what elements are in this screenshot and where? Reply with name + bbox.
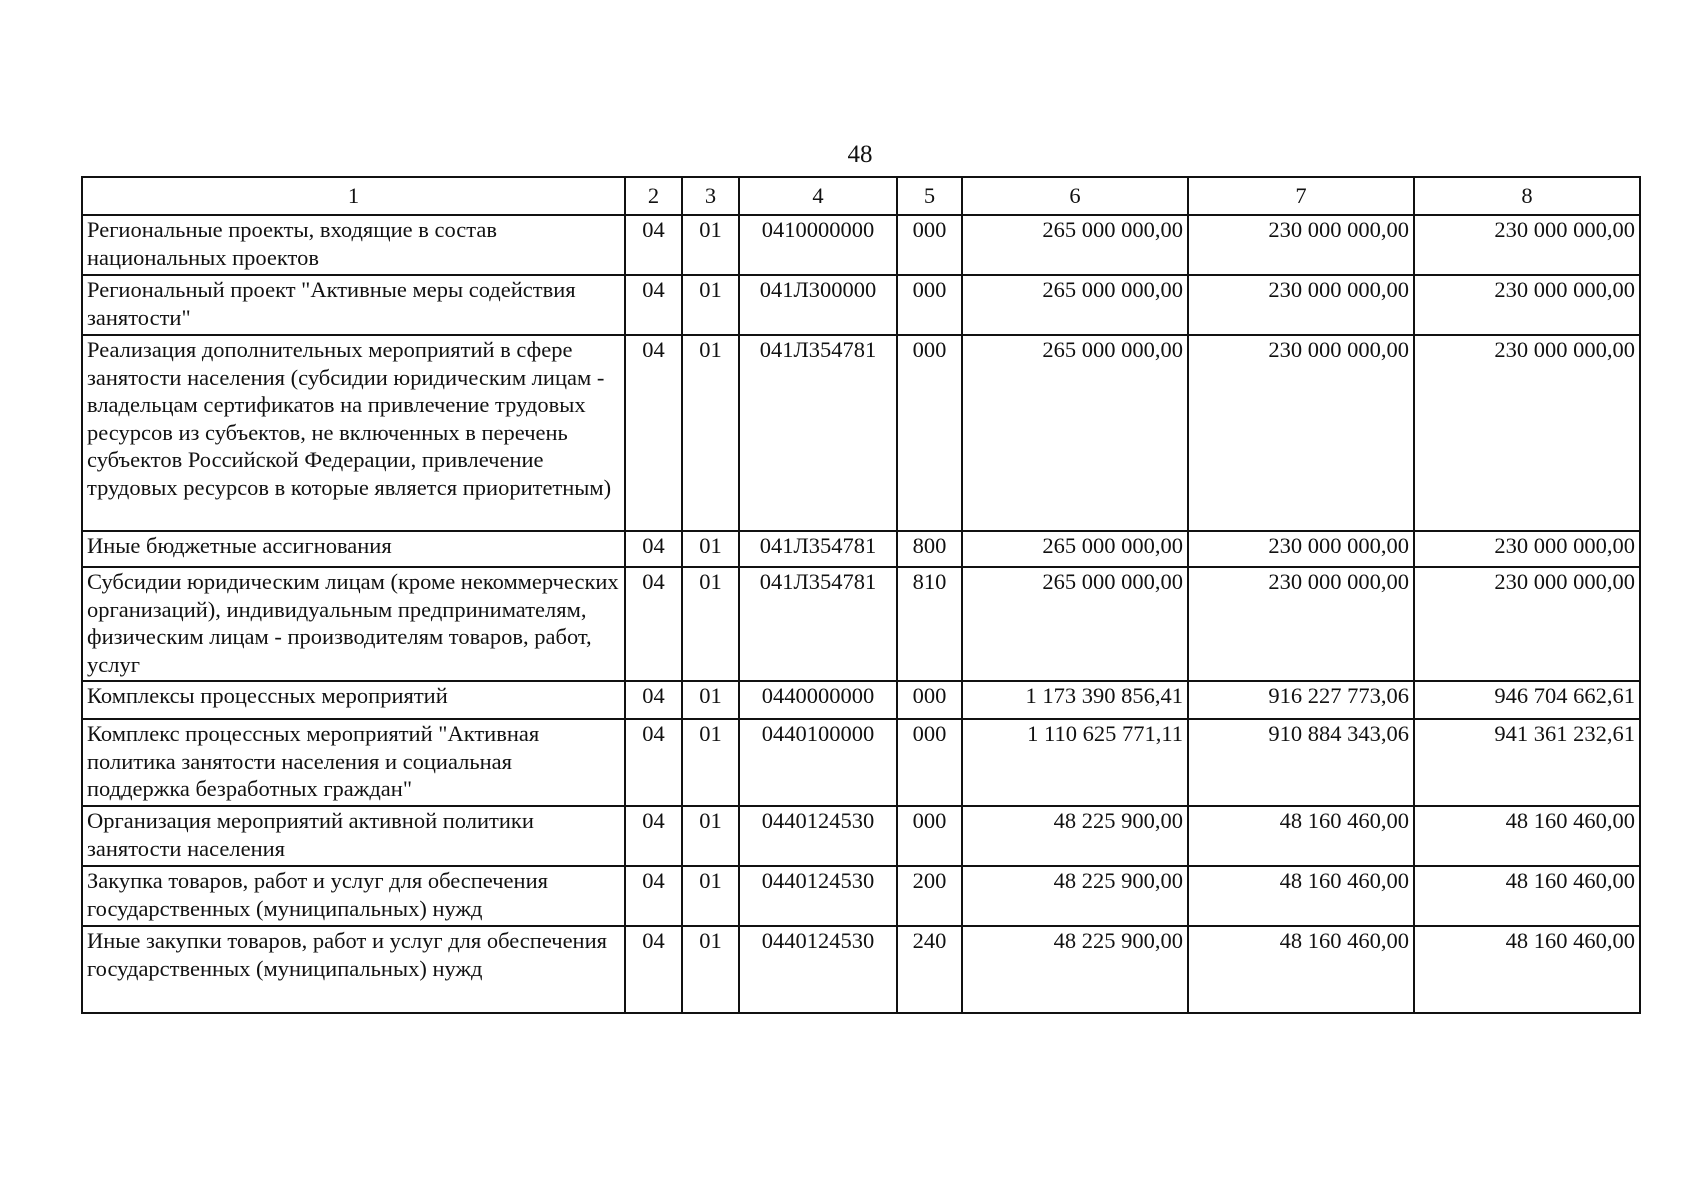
- expense-type-code: 000: [897, 335, 962, 531]
- amount-col-6: 1 173 390 856,41: [962, 681, 1188, 719]
- amount-col-6: 265 000 000,00: [962, 567, 1188, 681]
- header-row: [82, 177, 1640, 215]
- amount-col-6: 48 225 900,00: [962, 926, 1188, 1013]
- amount-col-6: 265 000 000,00: [962, 275, 1188, 335]
- table-row: [82, 531, 1640, 567]
- subsection-code: 01: [682, 866, 739, 926]
- expense-type-code: 800: [897, 531, 962, 567]
- section-code: 04: [625, 567, 682, 681]
- column-header: 8: [1414, 177, 1640, 215]
- target-article-code: 0440124530: [739, 806, 897, 866]
- subsection-code: 01: [682, 926, 739, 1013]
- amount-col-6: 48 225 900,00: [962, 866, 1188, 926]
- table-row: [82, 681, 1640, 719]
- amount-col-8: 48 160 460,00: [1414, 866, 1640, 926]
- subsection-code: 01: [682, 567, 739, 681]
- amount-col-8: 230 000 000,00: [1414, 567, 1640, 681]
- amount-col-6: 265 000 000,00: [962, 215, 1188, 275]
- amount-col-8: 230 000 000,00: [1414, 531, 1640, 567]
- subsection-code: 01: [682, 806, 739, 866]
- expense-type-code: 810: [897, 567, 962, 681]
- column-header: 3: [682, 177, 739, 215]
- amount-col-7: 48 160 460,00: [1188, 926, 1414, 1013]
- amount-col-6: 48 225 900,00: [962, 806, 1188, 866]
- table-row: [82, 275, 1640, 335]
- target-article-code: 0440000000: [739, 681, 897, 719]
- row-name: Субсидии юридическим лицам (кроме некоммерческих организаций), индивидуальным предпринимателям, физическим лицам - производителям товаров, работ, услуг: [82, 567, 625, 681]
- expense-type-code: 240: [897, 926, 962, 1013]
- amount-col-6: 265 000 000,00: [962, 531, 1188, 567]
- amount-col-8: 230 000 000,00: [1414, 215, 1640, 275]
- expense-type-code: 000: [897, 806, 962, 866]
- section-code: 04: [625, 681, 682, 719]
- expense-type-code: 000: [897, 215, 962, 275]
- amount-col-7: 230 000 000,00: [1188, 215, 1414, 275]
- amount-col-8: 48 160 460,00: [1414, 806, 1640, 866]
- target-article-code: 041Л300000: [739, 275, 897, 335]
- target-article-code: 0440124530: [739, 866, 897, 926]
- table-row: [82, 866, 1640, 926]
- amount-col-7: 916 227 773,06: [1188, 681, 1414, 719]
- table-row: [82, 567, 1640, 681]
- amount-col-7: 230 000 000,00: [1188, 335, 1414, 531]
- table-row: [82, 215, 1640, 275]
- amount-col-6: 1 110 625 771,11: [962, 719, 1188, 806]
- section-code: 04: [625, 806, 682, 866]
- target-article-code: 0440100000: [739, 719, 897, 806]
- section-code: 04: [625, 926, 682, 1013]
- amount-col-7: 48 160 460,00: [1188, 806, 1414, 866]
- subsection-code: 01: [682, 719, 739, 806]
- target-article-code: 0410000000: [739, 215, 897, 275]
- row-name: Региональный проект "Активные меры содействия занятости": [82, 275, 625, 335]
- target-article-code: 041Л354781: [739, 335, 897, 531]
- row-name: Реализация дополнительных мероприятий в сфере занятости населения (субсидии юридическим лицам - владельцам сертификатов на привлечение трудовых ресурсов из субъектов, не включенных в перечень субъектов Российской Федерации, привлечение трудовых ресурсов в которые является приоритетным): [82, 335, 625, 531]
- column-header: 4: [739, 177, 897, 215]
- budget-table: [81, 176, 1641, 1014]
- target-article-code: 0440124530: [739, 926, 897, 1013]
- amount-col-8: 946 704 662,61: [1414, 681, 1640, 719]
- row-name: Иные закупки товаров, работ и услуг для обеспечения государственных (муниципальных) нужд: [82, 926, 625, 1013]
- amount-col-8: 941 361 232,61: [1414, 719, 1640, 806]
- row-name: Иные бюджетные ассигнования: [82, 531, 625, 567]
- row-name: Организация мероприятий активной политики занятости населения: [82, 806, 625, 866]
- subsection-code: 01: [682, 275, 739, 335]
- subsection-code: 01: [682, 215, 739, 275]
- amount-col-8: 230 000 000,00: [1414, 275, 1640, 335]
- expense-type-code: 200: [897, 866, 962, 926]
- subsection-code: 01: [682, 335, 739, 531]
- expense-type-code: 000: [897, 681, 962, 719]
- column-header: 7: [1188, 177, 1414, 215]
- expense-type-code: 000: [897, 275, 962, 335]
- section-code: 04: [625, 215, 682, 275]
- section-code: 04: [625, 531, 682, 567]
- column-header: 6: [962, 177, 1188, 215]
- amount-col-7: 230 000 000,00: [1188, 531, 1414, 567]
- amount-col-7: 48 160 460,00: [1188, 866, 1414, 926]
- table-row: [82, 926, 1640, 1013]
- section-code: 04: [625, 275, 682, 335]
- row-name: Региональные проекты, входящие в состав национальных проектов: [82, 215, 625, 275]
- column-header: 5: [897, 177, 962, 215]
- table-row: [82, 335, 1640, 531]
- amount-col-7: 230 000 000,00: [1188, 567, 1414, 681]
- amount-col-8: 48 160 460,00: [1414, 926, 1640, 1013]
- section-code: 04: [625, 719, 682, 806]
- subsection-code: 01: [682, 681, 739, 719]
- subsection-code: 01: [682, 531, 739, 567]
- page-number: 48: [847, 141, 873, 168]
- row-name: Комплекс процессных мероприятий "Активная политика занятости населения и социальная поддержка безработных граждан": [82, 719, 625, 806]
- table-row: [82, 806, 1640, 866]
- row-name: Закупка товаров, работ и услуг для обеспечения государственных (муниципальных) нужд: [82, 866, 625, 926]
- amount-col-7: 910 884 343,06: [1188, 719, 1414, 806]
- expense-type-code: 000: [897, 719, 962, 806]
- amount-col-6: 265 000 000,00: [962, 335, 1188, 531]
- target-article-code: 041Л354781: [739, 531, 897, 567]
- section-code: 04: [625, 335, 682, 531]
- target-article-code: 041Л354781: [739, 567, 897, 681]
- column-header: 2: [625, 177, 682, 215]
- amount-col-8: 230 000 000,00: [1414, 335, 1640, 531]
- amount-col-7: 230 000 000,00: [1188, 275, 1414, 335]
- table-row: [82, 719, 1640, 806]
- section-code: 04: [625, 866, 682, 926]
- row-name: Комплексы процессных мероприятий: [82, 681, 625, 719]
- column-header: 1: [82, 177, 625, 215]
